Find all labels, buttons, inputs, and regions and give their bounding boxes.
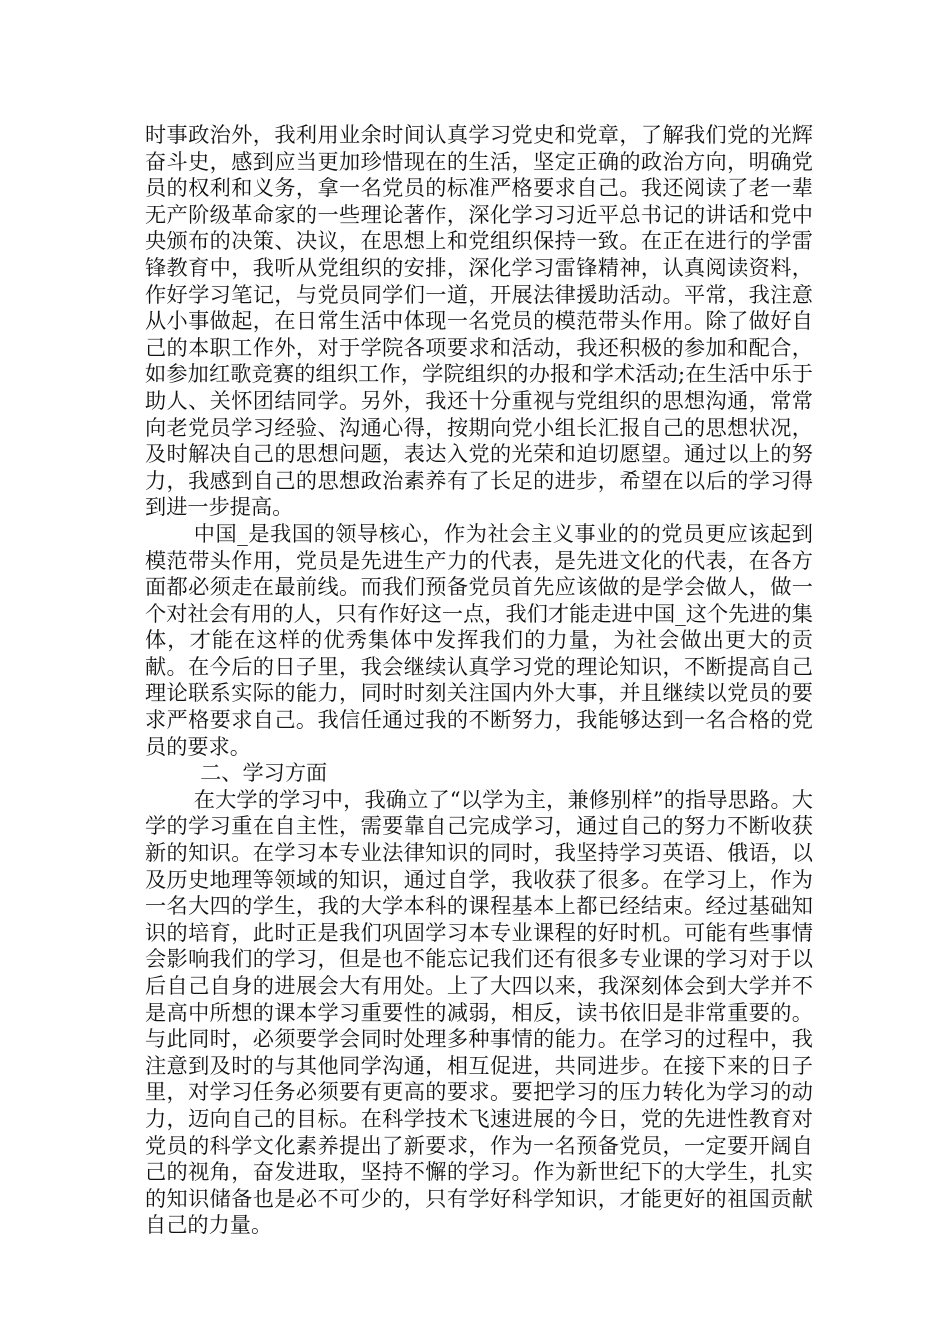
paragraph-political-thought-continued: 时事政治外，我利用业余时间认真学习党史和党章，了解我们党的光辉奋斗史，感到应当更加珍惜现在的生活，坚定正确的政治方向，明确党员的权利和义务，拿一名党员的标准严格要求自己。我还阅读了老一辈无产阶级革命家的一些理论著作，深化学习习近平总书记的讲话和党中央颁布的决策、决议，在思想上和党组织保持一致。在正在进行的学雷锋教育中，我听从党组织的安排，深化学习雷锋精神，认真阅读资料，作好学习笔记，与党员同学们一道，开展法律援助活动。平常，我注意从小事做起，在日常生活中体现一名党员的模范带头作用。除了做好自己的本职工作外，对于学院各项要求和活动，我还积极的参加和配合，如参加红歌竞赛的组织工作，学院组织的办报和学术活动;在生活中乐于助人、关怀团结同学。另外，我还十分重视与党组织的思想沟通，常常向老党员学习经验、沟通心得，按期向党小组长汇报自己的思想状况，及时解决自己的思想问题，表达入党的光荣和迫切愿望。通过以上的努力，我感到自己的思想政治素养有了长足的进步，希望在以后的学习得到进一步提高。 — [145, 122, 813, 520]
paragraph-study: 在大学的学习中，我确立了“以学为主，兼修别样”的指导思路。大学的学习重在自主性，需要靠自己完成学习，通过自己的努力不断收获新的知识。在学习本专业法律知识的同时，我坚持学习英语、俄语，以及历史地理等领域的知识，通过自学，我收获了很多。在学习上，作为一名大四的学生，我的大学本科的课程基本上都已经结束。经过基础知识的培育，此时正是我们巩固学习本专业课程的好时机。可能有些事情会影响我们的学习，但是也不能忘记我们还有很多专业课的学习对于以后自己自身的进展会大有用处。上了大四以来，我深刻体会到大学并不是高中所想的课本学习重要性的减弱，相反，读书依旧是非常重要的。与此同时，必须要学会同时处理多种事情的能力。在学习的过程中，我注意到及时的与其他同学沟通，相互促进，共同进步。在接下来的日子里，对学习任务必须要有更高的要求。要把学习的压力转化为学习的动力，迈向自己的目标。在科学技术飞速进展的今日，党的先进性教育对党员的科学文化素养提出了新要求，作为一名预备党员，一定要开阔自己的视角，奋发进取，坚持不懈的学习。作为新世纪下的大学生，扎实的知识储备也是必不可少的，只有学好科学知识，才能更好的祖国贡献自己的力量。 — [145, 786, 813, 1238]
paragraph-party-role: 中国_是我国的领导核心，作为社会主义事业的的党员更应该起到模范带头作用，党员是先进生产力的代表，是先进文化的代表，在各方面都必须走在最前线。而我们预备党员首先应该做的是学会做人，做一个对社会有用的人，只有作好这一点，我们才能走进中国_这个先进的集体，才能在这样的优秀集体中发挥我们的力量，为社会做出更大的贡献。在今后的日子里，我会继续认真学习党的理论知识，不断提高自己理论联系实际的能力，同时时刻关注国内外大事，并且继续以党员的要求严格要求自己。我信任通过我的不断努力，我能够达到一名合格的党员的要求。 — [145, 520, 813, 759]
document-body — [145, 122, 813, 1239]
section-heading-study: 二、学习方面 — [200, 760, 328, 786]
